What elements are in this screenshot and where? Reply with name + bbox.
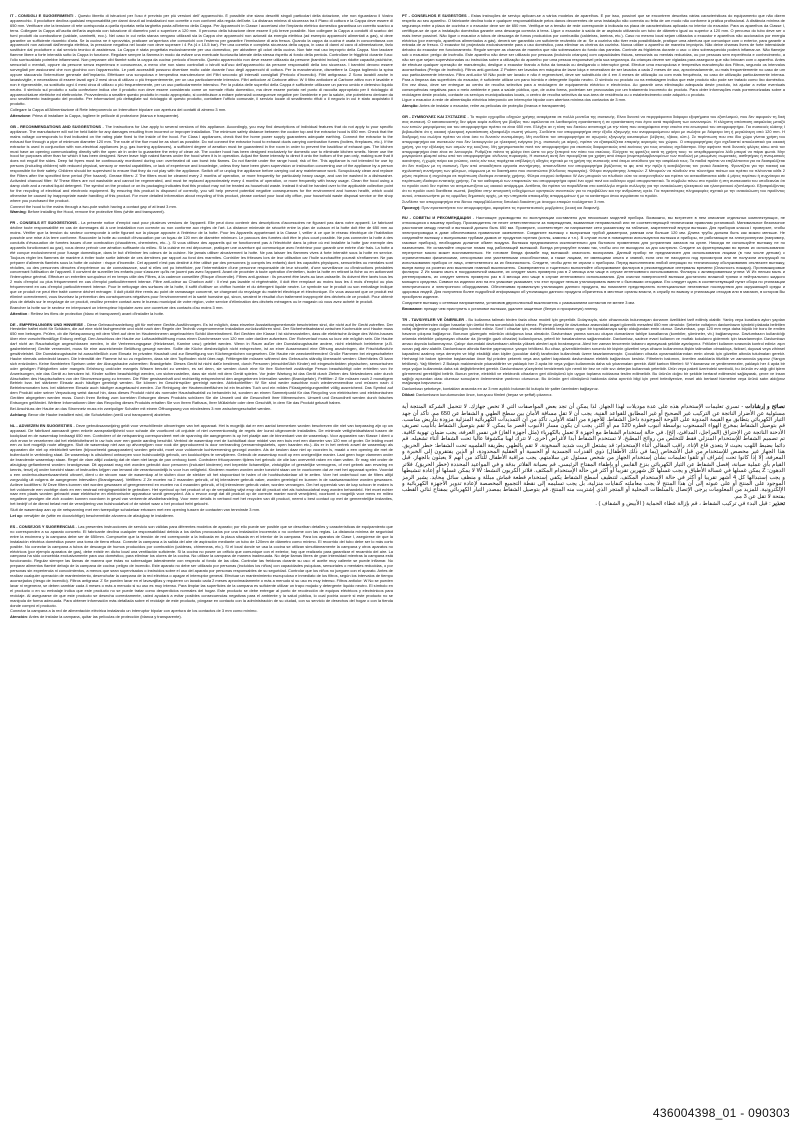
document-code: 436004398_01 - 090303 [652, 1106, 790, 1120]
section-body: - Το παρόν εγχειρίδιο οδηγιών χρήσης αναφέρεται σε πολλά μοντέλα της συσκευής. Είναι δυνατό να περιγράφονται διάφορα εξαρτήματα του εξοπλισμού, που δεν αφορούν τη δική σας συσκευή. Ο κατασκευαστής δεν φέρει καμία ευθύνη για βλάβες που οφείλονται σε λανθασμένη εγκατάσταση ή σε εγκατάσταση που έγινε κατά παράβαση των κανονισμών. Η ελάχιστη απόσταση ασφαλείας μεταξύ των εστιών μαγειρέματος και του απορροφητήρα πρέπει να είναι 650 mm. Ελέγξτε αν η τάση του δικτύου αντιστοιχεί με την τάση που αναγράφεται στην ετικέτα στο εσωτερικό του απορροφητήρα. Για συσκευές κλάσης Ι βεβαιωθείτε ότι η οικιακή ηλεκτρική εγκατάσταση εξασφαλίζει σωστή γείωση. Συνδέστε τον απορροφητήρα στην έξοδο εξαγωγής του αναρροφούμενου αέρα με σωλήνα με διάμετρο ίση ή μεγαλύτερη από 120 mm. Η διαδρομή του σωλήνα πρέπει να είναι όσο το δυνατόν συντομότερη. Μη συνδέετε τον απορροφητήρα σε αγωγούς εξαγωγής καυσαερίων (λέβητες, τζάκια, κλπ.). Σε περίπτωση που στο ίδιο χώρο γίνεται χρήση του απορροφητήρα και συσκευών που δεν λειτουργούν με ηλεκτρική ενέργεια (π.χ. συσκευές με αέριο), πρέπει να εξασφαλίζεται επαρκής αερισμός του χώρου. Ο απορροφητήρας έχει σχεδιαστεί αποκλειστικά για οικιακή χρήση, για την εξάλειψη των οσμών της κουζίνας. Μη χρησιμοποιείτε ποτέ τον απορροφητήρα για σκοπούς διαφορετικούς από εκείνους για τους οποίους σχεδιάστηκε. Μην αφήνετε ποτέ δυνατές φλόγες κάτω από τον απορροφητήρα όταν είναι σε λειτουργία. Ρυθμίζετε πάντα τη φλόγα έτσι ώστε να μην ξεπερνά τον πάτο του σκεύους. Ελέγχετε τις φριτέζες κατά τη χρήση τους: το υπερθερμασμένο λάδι μπορεί να πάρει φωτιά. Μην μαγειρεύετε φλαμπέ κάτω από τον απορροφητήρα: κίνδυνος πυρκαγιάς. Η συσκευή αυτή δεν προορίζεται για χρήση από άτομα (συμπεριλαμβανομένων των παιδιών) με μειωμένες σωματικές, αισθητήριες ή πνευματικές ικανότητες, ή χωρίς πείρα και γνώσεις, εκτός εάν τους παρέχεται επίβλεψη ή οδηγίες σχετικά με τη χρήση της συσκευής από άτομο υπεύθυνο για την ασφάλειά τους. Τα παιδιά πρέπει να επιβλέπονται για να διασφαλίζεται ότι δεν παίζουν με τη συσκευή. Πριν από οποιαδήποτε εργασία συντήρησης, αποσυνδέστε τον απορροφητήρα βγάζοντας το φις από την πρίζα ή κατεβάζοντας τον γενικό διακόπτη. Φροντίζετε για την τακτική και σχολαστική συντήρηση των φίλτρων, σύμφωνα με τα διαστήματα που συνιστώνται (Κίνδυνος πυρκαγιάς). Φίλτρα συγκράτησης λιπαρών: Z Μπορούν να πλυθούν στο πλυντήριο πιάτων και πρέπει να πλένονται κάθε 2 μήνες περίπου ή συχνότερα σε περίπτωση ιδιαίτερα εντατικής χρήσης. Φίλτρα ενεργού άνθρακα: W Δεν μπορούν να πλυθούν ούτε να αναγεννηθούν και πρέπει να αντικαθίστανται κάθε 4 μήνες περίπου ή συχνότερα σε περίπτωση ιδιαίτερα εντατικής χρήσης. Για τον καθαρισμό των επιφανειών του απορροφητήρα αρκεί ένα υγρό πανί και ουδέτερο υγρό απορρυπαντικό. Το σύμβολο πάνω στο προϊόν ή στη συσκευασία του υποδεικνύει ότι το προϊόν αυτό δεν πρέπει να αντιμετωπίζεται ως οικιακό απόρριμμα. Αντίθετα, θα πρέπει να παραδίδεται στο κατάλληλο σημείο συλλογής για την ανακύκλωση ηλεκτρικού και ηλεκτρονικού εξοπλισμού. Εξασφαλίζοντας ότι το προϊόν αυτό διατίθεται σωστά, βοηθάτε στην αποτροπή ενδεχόμενων αρνητικών συνεπειών για το περιβάλλον και την ανθρώπινη υγεία. Για περισσότερες πληροφορίες σχετικά με την ανακύκλωση του προϊόντος αυτού, επικοινωνήστε με τις αρμόδιες δημοτικές αρχές, με την υπηρεσία αποκομιδής απορριμμάτων ή με το κατάστημα όπου αγοράσατε το προϊόν. [402, 114, 785, 198]
section-heading: GR - ΣΥΜΒΟΥΛΕΣ ΚΑΙ ΣΥΣΤΑΣΕΙΣ [402, 114, 467, 120]
warning-label: Attenzione [10, 113, 31, 119]
section-body: - La présente notice d'emploi vaut pour plusieurs versions de l'appareil. Elle peut donc contenir des descriptions d'accessoires ne figurant pas dans votre appareil. Le fabricant décline toute responsabilité en cas de dommages dû à une installation non correcte ou non conforme aux règles de l'art. La distance minimale de sécurité entre la plan de cuisson et la hotte doit être de 650 mm au moins. Vérifier que la tension du secteur corresponde à celle figurant sur la plaque apposée à l'intérieur de la hotte. Pour les Appareils appartenant à la Classe I, veiller à ce que le réseau électrique de l'habitation possède une mise à la terre conforme. Raccorder la hotte au conduit d'évacuation par un tuyau de 120 mm de diamètre minimum. Le parcours des fumées doit être le plus court possible. Ne pas connecter la hotte à des conduits d'évacuation de fumées issues d'une combustion (chaudières, cheminées, etc...). Si vous utilisez des appareils qui ne fonctionnent pas à l'électricité dans la pièce où est installée la hotte (par exemple des appareils fonctionnant au gaz), vous devez prévoir une aération suffisante du milieu. Si la cuisine en est dépourvue, pratiquer une ouverture qui communique avec l'extérieur pour garantir une entrée d'air frais. La hotte a été conçue exclusivement pour l'usage domestique, dans le but d'éliminer les odeurs de la cuisine. Ne jamais utiliser abusivement la hotte. Ne pas laisser les flammes vives à forte intensité sous la hotte en service. Toujours régler les flammes de manière à éviter toute sortie latérale de ces dernières par rapport au fond des marmites. Contrôler les friteuses lors de leur utilisation car l'huile surchauffée pourrait s'enflammer. Ne pas préparer d'aliments flambés sous la hotte de cuisine : risque d'incendie. Cet appareil n'est pas destiné à être utilisé par des personnes (y compris les enfants) dont les capacités physiques, sensorielles ou mentales sont réduites, ou des personnes dénuées d'expérience ou de connaissance, sauf si elles ont pu bénéficier, par l'intermédiaire d'une personne responsable de leur sécurité, d'une surveillance ou d'instructions préalables concernant l'utilisation de l'appareil. Il convient de surveiller les enfants pour s'assurer qu'ils ne jouent pas avec l'appareil. Avant de procéder à toute opération d'entretien, isoler la hotte en retirant la fiche ou en actionnant l'interrupteur général. Effectuer un entretien scrupuleux et en temps utile des Filtres, à la cadence conseillée (Risque d'incendie). Filtres anti-graisse : Ils peuvent être lavés au lave-vaisselle. Ils doivent être lavés tous les 2 mois d'emploi ou plus fréquemment en cas d'emploi particulièrement intense. Filtre anti-odeur au Charbon actif : Il n'est pas lavable ni régénérable, il doit être remplacé au moins tous les 4 mois d'emploi ou plus fréquemment en cas d'emploi particulièrement intense. Pour le nettoyage des surfaces de la hotte, il suffit d'utiliser un chiffon humide et du détergent liquide neutre. Le symbole sur le produit ou son emballage indique que ce produit ne peut être traité comme déchet ménager. Il doit plutôt être remis au point de ramassage concerné, se chargeant du recyclage du matériel électrique et électronique. En vous assurant que ce produit est éliminé correctement, vous favorisez la prévention des conséquences négatives pour l'environnement et la santé humaine qui, sinon, seraient le résultat d'un traitement inapproprié des déchets de ce produit. Pour obtenir plus de détails sur le recyclage de ce produit, veuillez prendre contact avec le bureau municipal de votre région, votre service d'élimination des déchets ménagers ou le magasin où vous avez acheté le produit. [10, 220, 393, 304]
section-de [10, 323, 393, 418]
section-heading: NL - ADVIEZEN EN SUGGESTIES [10, 422, 73, 428]
left-column [10, 14, 393, 1088]
warning-label: Achtung [10, 411, 26, 417]
section-body: - Deze gebruiksaanwijzing geldt voor verschillende uitvoeringen van het apparaat. Het is mogelijk dat er een aantal kenmerken worden beschreven die niet van toepassing zijn op uw apparaat. De fabrikant aanvaardt geen enkele aansprakelijkheid voor schade die voortkomt uit onjuiste of niet overeenkomstig de regels der kunst uitgevoerde installaties. De minimale veiligheidsafstand tussen de kookplaat en de wasemkap bedraagt 650 mm. Controleer of de netspanning correspondeert met de spanning die aangegeven is op het plaatje aan de binnenkant van de wasemkap. Voor apparaten van Klasse I dient u zich ervan te verzekeren dat het elektriciteitsnet in uw huis over een goede aarding beschikt. Verbind de wasemkap met de luchtuitlaat door middel van een buis met een diameter van 120 mm of groter. De leiding moet een zo kort mogelijk route afleggen. Sluit de wasemkap niet aan op afvoerpijpen voor rook die geproduceerd is door verbranding (verwarmingsketels, open haarden etc.). Als er in het vertrek zowel de wasemkap als apparaten die niet op elektriciteit werken (bijvoorbeeld gasapparaten) worden gebruikt, moet voor voldoende luchtverversing gezorgd worden. Als de keuken daar niet op voorzien is, maakt u een opening die met de buitenlucht in verbinding staat. De wasemkap is uitsluitend ontworpen voor huishoudelijk gebruik, om kookluchtjes te verwijderen. Gebruik de wasemkap nooit op een oneigenlijke manier. Laat geen hoge vlammen onder de brandende wasemkap staan. Regel de vlam altijd zodanig dat de vlam niet langs de pan omhoog komt. Controleer frituurpannen tijdens het gebruik: de olie kan oververhit raken en vlam vatten. Er mag niet onder de afzuigkap geflambeerd worden: brandgevaar. Dit apparaat mag niet worden gebruikt door personen (inclusief kinderen) met beperkte lichamelijke, zintuiglijke of geestelijke vermogens, of met gebrek aan ervaring en kennis, tenzij zij onder toezicht staan of instructies krijgen van iemand die verantwoordelijk is voor hun veiligheid. Kinderen moeten worden onder toezicht staan om te voorkomen dat ze met het apparaat spelen. Voordat u een onderhoudswerkzaamheid uitvoert, dient u de stroom naar de wasemkap af te sluiten door de stekker uit het stopcontact te halen of de hoofdschakelaar uit te zetten. Voer het onderhoud van de filters altijd zorgvuldig uit volgens de aangegeven intervallen (Brandgevaar). Vetfilters: Z Ze moeten na 2 maanden gebruik, of bij intensiever gebruik vaker, worden gereinigd en kunnen in de vaatwasmachine worden gewassen. Actieve koolfilters: W Deze filters kunnen niet worden gewassen of geregenereerd en moeten na 4 maanden gebruik, of bij intensiever gebruik vaker, worden vervangen. Om het oppervlak van de kap schoon te maken is het voldoende een vochtige doek en een neutraal reinigingsmiddel te gebruiken. Het symbool op het product of op de verpakking wijst erop dat dit product niet als huishoudafval mag worden behandeld. Het moet echter naar een plaats worden gebracht waar elektrische en elektronische apparatuur wordt gerecycled. Als u ervoor zorgt dat dit product op de correcte manier wordt verwijderd, voorkomt u mogelijk voor mens en milieu negatieve gevolgen die zich zouden kunnen voordoen in geval van verkeerde afvalbehandeling. Voor meer details in verband met het recyclen van dit product, neemt u best contact op met de gemeentelijke instanties, het bedrijf of de dienst belast met de verwijdering van huishoudafval of de winkel waar u het product hebt gekocht. [10, 422, 393, 507]
section-body: - Diese Gebrauchsanleitung gilt für mehrere Geräte-Ausführungen. Es ist möglich, dass einzelne Ausstattungsmerkmale beschrieben sind, die nicht auf Ihr Gerät zutreffen. Der Hersteller haftet nicht für Schäden, die auf eine nicht fachgerechte und nicht nach den Regeln der Technik vorgenommene Installation zurückzuführen sind. Der Sicherheitsabstand zwischen Kochmulde und Haube muss 650 mm betragen. Prüfen, ob die Netzspannung mit dem Wert auf dem im Haubeninneren angebrachten Schild übereinstimmt. Bei Geräten der Klasse I ist sicherzustellen, dass die elektrische Anlage des Wohn-hauses über eine vorschriftsmäßige Erdung verfügt. Den Anschluss der Haube zur Luftaustrittsöffnung muss einen Durchmesser von 120 mm oder darüber aufweisen. Der Rohrverlauf muss so kurz wie möglich sein. Die Haube darf nicht an Rauchabzüge angeschlossen werden, in die Verbrennungsgase (Heizkessel, Kamine usw.) geleitet werden. Wenn in Raum außer der Dunstabzugshaube andere, nicht elektrisch betriebene (z.B. gasbetriebene) Geräte verwendet, muss für eine ausreichende Belüftung gesorgt werden. Sollte die Küche diesbezüglich nicht entsprechen, ist an einer Aussenwand eine Öffnung anzubringen, die Frischluftzufuhr gewährleistet. Die Dunstabzugshaube ist ausschließlich zum Einsatz im privaten Haushalt und zur Beseitigung von Küchengerüchen vorgesehen. Die Haube nie zweckentfremden! Große Flammen bei eingeschalteter Haube niemals unbedeckt lassen. Die Intensität der Flamme ist so zu regulieren, dass sie den Topfboden nicht über-ragt. Frittiergeräte müssen während des Gebrauchs ständig überwacht werden: Überhitztes Öl kann sich entzünden. Keine flambierten Speisen unter der Abzugshaube zubereiten: Brandgefahr. Dieses Gerät ist nicht dafür bestimmt, durch Personen (einschließlich Kinder) mit eingeschränkten physischen, sensorischen oder geistigen Fähigkeiten oder mangels Erfahrung und/oder mangels Wissen benutzt zu werden, es sei denn, sie werden durch eine für ihre Sicherheit zuständige Person beaufsichtigt oder erhielten von ihr Anweisungen, wie das Gerät zu benutzen ist. Kinder sollten beaufsichtigt werden, um sicherzustellen, dass sie nicht mit dem Gerät spielen. Vor jeder Wartung ist das Gerät durch Ziehen des Netzsteckers oder durch Abschalten des Hauptschalters von der Stromversorgung zu trennen. Die Filter gewissenhaft und rechtzeitig entsprechend den angegebenen Intervallen warten (Brandgefahr). Fettfilter: Z Sie müssen nach 2 monatigem Betrieb bzw. bei stärkerer Einsatz auch häufiger gereinigt werden. Sie können im Geschirrspüler gereinigt werden. Aktivkohlefilter: W Sie sind weder waschbar noch wiederverwendbar und müssen nach 4 Betriebsmonaten bzw. bei stärkerem Einsatz auch häufiger ausgetauscht werden. Zur Reinigung der Haubenoberflächen ist ein feuchtes Tuch und ein mildes Flüssigreinigungsmittel völlig ausreichend. Das Symbol auf dem Produkt oder seiner Verpackung weist darauf hin, dass dieses Produkt nicht als normaler Haushaltsabfall zu behandeln ist, sondern an einem Sammelpunkt für das Recycling von elektrischen und elektronischen Geräten abgegeben werden muss. Durch Ihren Beitrag zum korrekten Entsorgen dieses Produkts schützen Sie die Umwelt und die Gesundheit Ihrer Mitmenschen. Umwelt und Gesundheit werden durch falsches Entsorgen gefährdet. Weitere Informationen über das Recycling dieses Produkts erhalten Sie von Ihrem Rathaus, Ihrer Müllabfuhr oder dem Geschäft, in dem Sie das Produkt gekauft haben. [10, 321, 393, 406]
section-closing: Connect the hood to the mains through a two-pole switch having a contact gap of at least 3 mm. [10, 203, 178, 209]
section-gr [402, 115, 785, 210]
warning-text: : Bevor die Haube installiert wird, die Schutzfolien (weiß und transparent) abziehen. [25, 411, 172, 417]
warning-label: Atenção [402, 103, 418, 109]
section-ar [402, 404, 785, 508]
section-pt [402, 14, 785, 109]
section-body: - Las presentes instrucciones de servicio son válidas para diferentes modelos de aparato; por ello puede ser posible que se describan detalles y características de equipamiento que no corresponden a su aparato concreto. El fabricante declina cualquier responsabilidad debida a los daños provocados por una instalación incorrecta o no conforme con las reglas. La distancia mínima de seguridad entre la encimera y la campana debe ser de 650mm. Compruebe que la tensión de red corresponde a la indicada en la placa situada en el interior de la campana. Para los aparatos de Clase I, asegúrese de que la instalación eléctrica doméstica posee una toma de tierra eficaz. Conecte la campana a la salida del aire de aspiración mediante un tubo de 120mm de diámetro como mínimo. El recorrido del tubo debe ser lo más corto posible. No conectar la campana a tubos de descarga de humos producidos por combustión (calderas, chimeneas, etc.). Si el local donde se usa la cocina se utilizan simultáneamente la campana y otros aparatos no eléctricos (por ejemplo aparatos de gas), debe existir en dicho local una ventilación suficiente. Si la cocina no posee un orificio que comunique con el exterior, hay que realizarlo para garantizar el recambio del aire. La campana ha sido concebida exclusivamente para uso doméstico, para eliminar los olores de la cocina. No utilizar la campana de manera inadecuada. No dejar llamas libres de gran intensidad mientras la campana está funcionando. Regular siempre las llamas de manera que éstas no sobresalgan lateralmente con respecto al fondo de las ollas. Controlar las freidoras durante su uso: el aceite muy caliente se puede inflamar. No preparar alimentos flambé debajo de la campana de cocina: peligro de incendio. Este aparato no debe ser utilizado por personas (incluidos los niños) con capacidades psíquicas, sensoriales o mentales reducidas, o por personas sin experiencia ni conocimientos, a menos que sean supervisados o instruidos sobre el uso del aparato por personas responsables de su seguridad. Controlar que los niños no jueguen con el aparato. Antes de realizar cualquier operación de mantenimiento, desenchufar la campana de la red eléctrica o apagar el interruptor general. Efectuar un mantenimiento escrupuloso e inmediato de los filtros, según los intervalos de tiempo aconsejados (riesgo de incendio). Filtros antigrasa: Z Se pueden lavar en el lavavajillas y requieren un lavado cada 2 meses aproximadamente o más a menudo si su uso es muy intenso. Filtros antiolor: W No se pueden lavar ni regenerar, se deben cambiar cada 4 meses o más a menudo si su uso es muy intenso. Para limpiar las superficies de la campana es suficiente utilizar un trapo mojado y detergente líquido neutro. El símbolo en el producto o en su embalaje indica que este producto no se puede tratar como desperdicios normales del hogar. Este producto se debe entregar al punto de recolección de equipos eléctricos y electrónicos para reciclaje. Al asegurarse de que este producto se desecha correctamente, usted ayudará a evitar posibles consecuencias negativas para el ambiente y la salud pública, lo cual podría ocurrir si este producto no se manipula de forma adecuada. Para obtener información más detallada sobre el reciclaje de este producto, póngase en contacto con la administración de su ciudad, con su servicio de desechos del hogar o con la tienda donde compró el producto. [10, 524, 393, 608]
warning-label: Warning [10, 209, 26, 215]
section-tr [402, 318, 785, 399]
section-body: - Bu kullanma talimatı birden fazla cihaz modeli için geçerlidir. Dolayısıyla, sizin cihazınızda bulunmayan donanım özellikleri tarif edilmiş olabilir. Yanlış veya kurallara aykırı yapılan montaj işlemlerinden doğan hasarlar için üretici firma sorumluluk kabul etmez. Pişirme yüzeyi ile davlumbaz arasındaki asgari güvenlik mesafesi 650 mm olmalıdır. Şebeke voltajının davlumbazın içindeki plakada belirtilen voltaj değerine uygun olup olmadığını kontrol ediniz. Sınıf I cihazlar için, evdeki elektrik tesisatının uygun bir topraklamaya sahip olduğundan emin olunuz. Davlumbazı, çapı 120 mm veya daha büyük bir boru ile emilen havanın çıkışına bağlayınız. Borunun güzergahı mümkün olduğunca kısa olmalıdır. Davlumbazı yanma sonucu oluşan dumanların tahliye kanallarına (kombiler, şömineler, vb.) bağlamayınız. Davlumbazın kullanıldığı ortamda elektrikle çalışmayan cihazlar da (örneğin gazlı cihazlar) kullanılıyorsa, yeterli bir havalandırma sağlanmalıdır. Davlumbaz, sadece evsel kullanım ve mutfak kokularını gidermek için tasarlanmıştır. Davlumbazı amacı dışında kullanmayınız. Çalışır durumdaki davlumbazın altında yüksek alevleri açık bırakmayınız. Alevi her zaman tencerenin tabanını aşmayacak şekilde ayarlayınız. Fritözleri kullanım sırasında kontrol ediniz: aşırı ısınan yağ alev alabilir. Davlumbazın altında flambe yapmayınız: yangın tehlikesi. Bu cihaz, güvenliklerinden sorumlu bir kişinin gözetimi veya cihazın kullanımına ilişkin talimatları olmadıkça, fiziksel, duyusal veya zihinsel kapasitesi azalmış veya deneyim ve bilgi eksikliği olan kişiler (çocuklar dahil) tarafından kullanılmak üzere tasarlanmamıştır. Çocukların cihazla oynamadıklarından emin olmak için gözetim altında tutulmaları gerekir. Herhangi bir bakım işlemine başlamadan önce fişi prizden çekerek veya ana şalteri kapatarak davlumbazın elektrik bağlantısını kesiniz. Filtrelerin bakımını, önerilen aralıklarla titizlikle ve zamanında yapınız (Yangın tehlikesi). Yağ filtreleri: Z Bulaşık makinesinde yıkanabilirler ve yaklaşık her 2 ayda bir veya yoğun kullanımda daha sık yıkanmaları gerekir. Aktif karbon filtreleri: W Yıkanamaz ve yenilenemezler, yaklaşık her 4 ayda bir veya yoğun kullanımda daha sık değiştirilmeleri gerekir. Davlumbazın yüzeylerini temizlemek için nemli bir bez ve nötr sıvı deterjan kullanmak yeterlidir. Ürün veya paketi üzerindeki sembolü, bu ürünün ev atığı gibi işlem görmemesi gerektiğini belirtir. Bunun yerine, elektrikli ve elektronik cihazların geri dönüşümü için uygun toplama noktasına teslim edilmelidir. Bu ürünün doğru bir şekilde bertaraf edilmesini sağlayarak, çevre ve insan sağlığı açısından olası olumsuz sonuçların önlenmesine yardımcı olursunuz. Bu ürünün geri dönüşümü hakkında daha ayrıntılı bilgi için yerel belediyenize, evsel atık bertaraf hizmetine veya ürünü satın aldığınız mağazaya başvurunuz. [402, 316, 785, 386]
warning-text: : Antes de instalar o exaustor, retire as películas de proteção (branca e transparente). [417, 103, 567, 109]
section-fr [10, 221, 393, 316]
section-ru [402, 216, 785, 311]
warning-text: : Antes de instalar la campana, quitar las películas de protección (blanca y transparente). [26, 614, 182, 620]
section-heading: ES - CONSEJOS Y SUGERENCIAS [10, 524, 75, 529]
warning-label: Внимание [402, 305, 422, 311]
warning-text: : قبل البدء في تركيب الشفاط ، قم بإزالة غطاء الحماية ( الأبيض و الشفاف ) . [595, 501, 773, 508]
section-closing: Collegare la Cappa all'Alimentazione di Rete interponendo un Interruttore bipolare con apertura dei contatti di almeno 3 mm. [10, 107, 227, 113]
warning-text: : Davlumbazın kurulumundan önce, koruyucu filmleri (beyaz ve şeffaf) çıkarınız. [413, 392, 553, 398]
section-heading: نصائح و إرشادات [745, 404, 785, 411]
section-heading: GB - RECOMMENDATIONS AND SUGGESTIONS [10, 124, 102, 130]
section-heading: FR - CONSEILS ET SUGGESTIONS [10, 220, 77, 226]
warning-label: Attention [10, 310, 28, 316]
section-body: - The Instructions for Use apply to several versions of this appliance. Accordingly, you may find descriptions of individual features that do not apply to your specific appliance. The manufacturer will not be held liable for any damages resulting from incorrect or improper installation. The minimum safety distance between the cooker top and the extractor hood is 650 mm. Check that the mains voltage corresponds to that indicated on the rating plate fixed to the inside of the hood. For Class I appliances, check that the home power supply guarantees adequate earthing. Connect the extractor to the exhaust flue through a pipe of minimum diameter 120 mm. The route of the flue must be as short as possible. Do not connect the extractor hood to exhaust ducts carrying combustion fumes (boilers, fireplaces, etc.). If the extractor is used in conjunction with non-electrical appliances (e.g. gas burning appliances), a sufficient degree of aeration must be guaranteed in the room in order to prevent the backflow of exhaust gas. The kitchen must have an opening communicating directly with the open air in order to guarantee the entry of clean air. The cooker hood has been designed exclusively for domestic use to eliminate kitchen smells. Never use the hood for purposes other than for which it has been designed. Never leave high naked flames under the hood when it is in operation. Adjust the flame intensity to direct it onto the bottom of the pan only, making sure that it does not engulf the sides. Deep fat fryers must be continuously monitored during use: overheated oil can burst into flames. Do not flambè under the range hood; risk of fire. This appliance is not intended for use by persons (including children) with reduced physical, sensory or mental capabilities, or lack of experience and knowledge, unless they have been given supervision or instruction concerning use of the appliance by a person responsible for their safety. Children should be supervised to ensure that they do not play with the appliance. Switch off or unplug the appliance before carrying out any maintenance work. Scrupulously clean and replace the Filters after the specified time period (Fire hazard). Grease filters: Z The filters must be cleaned every 2 months of operation, or more frequently for particularly heavy usage, and can be washed in a dishwasher. Activated charcoal filter: W These filters are not washable and cannot be regenerated, and must be replaced approximately every 4 months of operation, or more frequently with heavy usage. Clean the hood using a damp cloth and a neutral liquid detergent. The symbol on the product or on its packaging indicates that this product may not be treated as household waste. Instead it shall be handed over to the applicable collection point for the recycling of electrical and electronic equipment. By ensuring this product is disposed of correctly, you will help prevent potential negative consequences for the environment and human health, which could otherwise be caused by inappropriate waste handling of this product. For more detailed information about recycling of this product, please contact your local city office, your household waste disposal service or the shop where you purchased the product. [10, 124, 393, 203]
section-heading: DE - EMPFEHLUNGEN UND HINWEISE [10, 321, 83, 327]
section-closing: Sluit de wasemkap aan op de netspanning met een tweepolige schakelaar ertussen met een opening tussen de contacten van tenminste 3 mm. [10, 507, 261, 513]
section-gb [10, 125, 393, 215]
section-body: - Настоящее руководство по эксплуатации составлено для нескольких моделей прибора. Возможно, вы встретите в нем описание отдельных комплектующих, не относящихся к вашему прибору. Производитель не несет ответственности за повреждения, вызванные неправильной или не соответствующей техническим правилам установкой. Минимальное безопасное расстояние между плитой и вытяжкой должно быть 650 мм. Проверьте, соответствует ли напряжение сети указанному на табличке, закрепленной внутри вытяжки. Для приборов класса I проверьте, чтобы электропроводка в доме обеспечивала правильное заземление. Соедините вытяжку с выпускным трубой диаметром, равным или больше 120 мм. Длина трубы должна быть как можно меньше. Не соединяйте вытяжку с выпускными трубами дымов от продуктов горения (котлы, камины и т.п.). В случае если в помещении используются вытяжка и приборы, не работающие на электроэнергии (например, газовые приборы), необходимо должное обмен воздуха. Вытяжка предназначена исключительно для бытового применения для устранения запахов на кухне. Никогда не используйте вытяжку не по назначению. Не оставляйте открытое пламя под работающей вытяжкой. Всегда регулируйте пламя так, чтобы оно не выходило за дно кастрюли. Следите за фритюрницами во время их использования: перегретое масло может воспламениться. Не готовьте блюда фламбе под вытяжкой: опасность возгорания. Данный прибор не предназначен для использования лицами (в том числе детьми) с ограниченными физическими, сенсорными или умственными способностями, а также лицами, не имеющими опыта и знаний, если они не находятся под присмотром или не получили инструкций по использованию прибора от лица, ответственного за их безопасность. Следите, чтобы дети не играли с прибором. Перед выполнением любой операции по техническому обслуживанию отключите вытяжку, вынув вилку из розетки или выключив главный выключатель. Своевременно и тщательно выполняйте обслуживание фильтров в рекомендуемые интервалы времени (Опасность пожара). Противожировые фильтры: Z Их можно мыть в посудомоечной машине, их следует мыть примерно раз в 2 месяца или чаще в случае интенсивного использования. Фильтры с активированным углем: W Их нельзя мыть и регенерировать, их следует менять примерно раз в 4 месяца или чаще в случае интенсивного использования. Для очистки поверхностей вытяжки достаточно влажной тряпки и нейтрального жидкого моющего средства. Символ на изделии или на его упаковке указывает, что этот продукт нельзя утилизировать вместе с бытовыми отходами. Его следует сдать в соответствующий пункт сбора по утилизации электрического и электронного оборудования. Обеспечивая правильную утилизацию данного продукта, вы помогаете предотвратить потенциальные негативные последствия для окружающей среды и здоровья людей. Для получения более подробной информации об утилизации данного продукта обратитесь в местные органы власти, в службу по вывозу и утилизации отходов или в магазин, в котором Вы приобрели изделие. [402, 215, 785, 299]
warning-text: : Retirez les films de protection (blanc et transparent) avant d'installer la hotte. [27, 310, 165, 316]
section-nl [10, 424, 393, 519]
warning-label: تحذير [772, 501, 785, 508]
section-closing: Ligue o exaustor à rede de alimentação eléctrica interpondo um interruptor bipolar com abertura mínima dos contactos de 3 mm. [402, 97, 627, 103]
section-closing: Соедините вытяжку с сетевым напряжением, установив двухполюсный выключатель с размыканием контактов не менее 3 мм. [402, 299, 636, 305]
warning-text: : прежде чем приступить к установке вытяжки, удалите защитные (белую и прозрачную) пленку. [421, 305, 598, 311]
section-heading: RU - СОВЕТЫ И РЕКОМЕНДАЦИИ [402, 215, 471, 221]
warning-label: Προσοχή [402, 204, 420, 210]
warning-label: Atención [10, 614, 27, 620]
section-body: - Questo libretto di istruzioni per l'uso è previsto per più versioni dell' apparecchio. È possibile che siano descritti singoli particolari della dotazione, che non riguardano il Vostro apparecchio. Il produttore declina qualsiasi responsabilità per danni dovuti ad installazioni non corrette o non conformi alla regola dell'arte. La distanza minima di sicurezza tra il Piano di cottura e la Cappa deve essere di 650 mm. Verificare che la tensione di rete corrisponda a quella riportata nella targhetta posta all'interno della Cappa. Per Apparecchi in Classe I accertarsi che l'impianto elettrico domestico garantisca un corretto scarico a terra. Collegare la Cappa all'uscita dell'aria aspirata con tubazione di diametro pari o superiore a 120 mm. Il percorso della tubazione deve essere il più breve possibile. Non collegare la Cappa a condotti di scarico dei fumi prodotti da combustione (caldaie, caminetti, ecc.). Nel caso in cui nella stanza vengano utilizzati sia la Cappa che apparecchi non azionati da energia elettrica (ad esempio apparecchi alimentati a gas), si deve garantire un sufficiente ricambio d'aria. Se la cucina ne è sprovvista, praticare un'apertura che comunichi con l'esterno per garantire l'immissione di aria fresca. Quando la cappa da cucina è usata in concomitanza con apparecchi non azionati dall'energia elettrica, la pressione negativa nel locale non deve superare i 4 Pa (4 x 10-5 bar). Per una corretta e completa sicurezza della cappa, in caso di danni al cavo di alimentazione, farlo sostituire dal produttore o dal servizio tecnico di assistenza. La Cappa è stata progettata esclusivamente per uso domestico, per abbattere gli odori della cucina. Non fate mai uso improprio della Cappa. Non lasciare fiamme libere a forte intensità sotto la Cappa in funzione. Regolare sempre la fiamma in modo da evitare una eventuale fuoriuscita laterale della stessa rispetto al fondo della pentola. Controllare le friggitrici durante l'uso: l'olio surriscaldato potrebbe infiammarsi. Non preparare cibi flambè sotto la cappa da cucina: pericolo d'incendio. Questo apparecchio non deve essere utilizzato da persone (bambini inclusi) con ridotte capacità psichiche, sensoriali o mentali, oppure da persone senza esperienza e conoscenza, a meno che non siano controllati o istruiti sull'uso dell'apparecchio da persone responsabili della loro sicurezza. I bambini devono essere sorvegliati per assicurarsi che non giochino con l'apparecchio. Le parti accessibili possono diventare molto calde durante l'uso degli apparecchi di cottura. Per la manutenzione, dismettere la Cappa togliendo la spina oppure staccando l'interruttore generale dell'impianto. Effettuare una scrupolosa e tempestiva manutenzione dei Filtri secondo gli intervalli consigliati (Pericolo d'incendio). Filtri antigrasso: Z Sono lavabili anche in lavastoviglie, e necessitano di essere lavati ogni 2 mesi circa di utilizzo o più frequentemente, per un uso particolarmente intensivo. Filtri antiodore al Carbone attivo: W Il filtro antiodore al Carbone attivo non è lavabile e non è rigenerabile, va sostituito ogni 4 mesi circa di utilizzo o più frequentemente, per un uso particolarmente intensivo. Per la pulizia delle superfici della Cappa è sufficiente utilizzare un panno umido e detersivo liquido neutro. Il simbolo sul prodotto o sulla confezione indica che il prodotto non deve essere considerato come un normale rifiuto domestico, ma deve essere portato nel punto di raccolta appropriato per il riciclaggio di apparecchiature elettriche ed elettroniche. Provvedendo a smaltire questo prodotto in modo appropriato, si contribuisce a evitare potenziali conseguenze negative per l'ambiente e per la salute, che potrebbero derivare da uno smaltimento inadeguato del prodotto. Per informazioni più dettagliate sul riciclaggio di questo prodotto, contattare l'ufficio comunale, il servizio locale di smaltimento rifiuti o il negozio in cui è stato acquistato il prodotto. [10, 14, 393, 107]
section-es [10, 525, 393, 620]
warning-text: : Prima di installare la Cappa, togliere le pellicole di protezione (bianca e trasparente). [30, 113, 180, 119]
section-closing: Συνδέστε τον απορροφητήρα στο δίκτυο παρεμβάλλοντας διπολικό διακόπτη με άνοιγμα επαφών τουλάχιστον 3 mm. [402, 198, 606, 204]
section-closing: Bei Anschluss der Haube an das Stromnetz muss ein zweipoliger Schalter mit einem Öffnungsweg von mindestens 3 mm zwischengeschaltet werden. [10, 405, 272, 411]
warning-text: : Πριν εγκαταστήσετε τον απορροφητήρα, αφαιρέστε τις προστατευτικές μεμβράνες (λευκή και διαφανή). [419, 204, 601, 210]
section-closing: Davlumbazı şebekeye, kontakları arasında en az 3 mm açıklık bulunan iki kutuplu bir şalter üzerinden bağlayınız. [402, 386, 599, 392]
section-it [10, 14, 393, 119]
section-closing: Conectar la campana a la red de alimentación eléctrica instalando un interruptor bipolar con apertura de los contactos de 3 mm como mínimo. [10, 608, 258, 614]
warning-label: Dikkat [402, 392, 414, 398]
section-body: - Estas instruções de serviço aplicam-se a vários modelos de aparelhos. É por isso, possível que se encontrem descritas várias características do equipamento que não dizem respeito ao seu aparelho. O fabricante declina toda e qualquer responsabilidade pelos danos decorrentes de uma instalação não correcta ou feita de um modo não conforme à prática profissional. A distância mínima de segurança entre a placa de cozinha e o exaustor deve ser de 650 mm. Verifique se a tensão de rede corresponde à indicada na placa de características aplicada no interior do exaustor. Para os aparelhos da Classe I, certifique-se de que a instalação doméstica garante uma descarga correcta à terra. Ligue o exaustor à saída de ar aspirado utilizando um tubo de diâmetro igual ou superior a 120 mm. O percurso do tubo deve ser o mais breve possível. Não ligue o exaustor a tubos de descarga de fumos produzidos por combustão (caldeiras, lareiras, etc.). Caso no mesmo local sejam utilizados o exaustor e aparelhos não accionados por energia eléctrica (por exemplo, aparelhos alimentados a gás), deverá ser garantido um suficiente recâmbio de ar. Se a cozinha não tiver esta possibilidade, pratique uma abertura que comunique com o exterior, para garantir a entrada de ar fresco. O exaustor foi projectado exclusivamente para o uso doméstico, para eliminar os cheiros da cozinha. Nunca utilize o aparelho de maneira imprópria. Não deixe chamas livres de forte intensidade debaixo do exaustor em funcionamento. Regule sempre as chamas de maneira que não sobressaiam do fundo das panelas. Controle as frigideiras durante o uso: o óleo sobreaquecido poderá inflamar-se. Não flamejar sob o exaustor: perigo de incêndio. Este aparelho não deve ser utilizado por pessoas (incluindo crianças) com capacidades físicas, sensoriais ou mentais reduzidas, ou por pessoas sem experiência e conhecimento, a não ser que sejam supervisionadas ou instruídas sobre a utilização do aparelho por uma pessoa responsável pela sua segurança. As crianças devem ser vigiadas para assegurar que não brincam com o aparelho. Antes de efectuar qualquer operação de manutenção, desligue o exaustor tirando a ficha da tomada ou desligando o interruptor geral. Efectue uma escrupulosa e tempestiva manutenção dos Filtros, segundo os intervalos aconselhados (Perigo de incêndio). Filtros anti-gordura: Z Podem ser lavados em máquina de lavar loiça e necessitam de ser lavados a cada 2 meses de uso, aproximadamente, ou mais frequentemente no caso de um uso particularmente intensivo. Filtro anti-odor W Não pode ser lavado e não é regenerável, deve ser substituído de 4 em 4 meses de utilização ou com mais frequência, no caso de utilização particularmente intensa. Para a limpeza das superfícies do exaustor, é suficiente utilizar um pano húmido e detergente líquido neutro. O símbolo no produto ou na embalagem indica que este produto não pode ser tratado como lixo doméstico. Em vez disso, deve ser entregue ao centro de recolha selectiva para a reciclagem de equipamento eléctrico e electrónico. Ao garantir uma eliminação adequada deste produto, irá ajudar a evitar eventuais consequências negativas para o meio ambiente e para a saúde pública, que, de outra forma, poderiam ser provocadas por um tratamento incorrecto do produto. Para obter informações mais pormenorizadas sobre a reciclagem deste produto, contacte os serviços municipalizados locais, o centro de recolha selectiva da sua área de residência ou o estabelecimento onde adquiriu o produto. [402, 14, 785, 97]
section-heading: PT - CONSELHOS E SUGESTÕES [402, 14, 467, 18]
warning-text: : verwijder de (witte en doorzichtige) beschermfolie alvorens de afzuigkap te installeren. [21, 513, 175, 519]
warning-text: : Before installing the Hood, remove the protective films (white and transparent). [25, 209, 165, 215]
right-column [402, 14, 785, 1088]
section-closing: Brancher la hotte sur le secteur en interposant un interrupteur bipolaire avec une ouverture des contacts d'au moins 3 mm. [10, 304, 224, 310]
section-heading: IT - CONSIGLI E SUGGERIMENTI [10, 14, 74, 18]
section-heading: TR - TAVSIYELER VE ÖNERILER [402, 316, 465, 322]
warning-label: Let op [10, 513, 22, 519]
section-body: - تسري تعليمات الإستخدام هذه على عدة موديلات لهذا الجهاز. لذا يمكن أن تجد بعض المواصفات التي لا تخص جهازك. لا تتحمل الشركة المنتجة أية مسئولية عن الأضرار الناتجة عن التركيب غير الصحيح أو غير المطابق للقواعد الفنية. يجب أن لا تقل مسافة الأمان بين سطح الطهي و الشفاط عن 650 مم. تأكد أن جهد التيار الكهربائي يتطابق مع القيمة المدونة على اللوحة الموجودة داخل الشفاط. للأجهزة من الفئة الأولى، تأكد من أن التمديدات الكهربائية المنزلية مزودة بتأريض مناسب. قم بتوصيل الشفاط بمخرج الهواء المسحوب بواسطة أنبوب قطره 120 مم أو أكثر. يجب أن يكون مسار الأنبوب أقصر ما يمكن. لا تقم بتوصيل الشفاط بأنابيب تصريف الأدخنة الناتجة عن الإحتراق (المراجل، المدافئ، إلخ). في حالة إستخدام الشفاط مع أجهزة لا تعمل بالكهرباء (مثل أجهزة الغاز) في نفس الغرفة، يجب ضمان تهوية كافية. تم تصميم الشفاط للإستخدام المنزلي فقط للتخلص من روائح المطبخ. لا تستخدم الشفاط أبدا لأغراض أخرى. لا تترك لهبا مكشوفا عاليا تحت الشفاط أثناء تشغيله. قم دائما بضبط اللهب بحيث لا يتعدى قاع الإناء. راقب المقالي أثناء الإستخدام: قد يشتعل الزيت شديد السخونة. لا تقم بالطهي بطريقة الفلمبيه تحت الشفاط: خطر الحريق. هذا الجهاز غير مخصص للإستخدام من قبل الأشخاص (بما في ذلك الأطفال) ذوي القدرات الجسدية أو الحسية أو العقلية المحدودة، أو الذين يفتقرون إلى الخبرة و المعرفة، إلا إذا كانوا تحت إشراف أو تلقوا تعليمات بشأن إستخدام الجهاز من شخص مسئول عن سلامتهم. يجب مراقبة الأطفال للتأكد من أنهم لا يعبثون بالجهاز. قبل القيام بأي عملية صيانة، إفصل الشفاط عن التيار الكهربائي بنزع القابس أو بإطفاء المفتاح الرئيسي. قم بصيانة الفلاتر بدقة و في المواعيد المحددة (خطر الحريق). فلاتر الدهون: Z يمكن غسلها في غسالة الأطباق و يجب غسلها كل شهرين تقريبا أو أكثر في حالة الإستخدام المكثف. فلاتر الكربون النشط: W لا يمكن غسلها أو إعادة تنشيطها و يجب إستبدالها كل 4 أشهر تقريبا أو أكثر في حالة الإستخدام المكثف. لتنظيف أسطح الشفاط يكفي إستخدام قطعة قماش مبللة و منظف سائل محايد. يشير الرمز الموجود على المنتج أو على عبوته إلى أن هذا المنتج لا يجب معاملته كنفايات منزلية، بل يجب تسليمه إلى نقطة التجميع المخصصة لإعادة تدوير الأجهزة الكهربائية و الإلكترونية. للمزيد من المعلومات يرجى الإتصال بالسلطات المحلية أو المتجر الذي إشتريت منه المنتج. قم بتوصيل الشفاط بمصدر التيار الكهربائي بمفتاح ثنائي القطب بفتحة لا تقل عن 3 مم. [402, 404, 785, 500]
